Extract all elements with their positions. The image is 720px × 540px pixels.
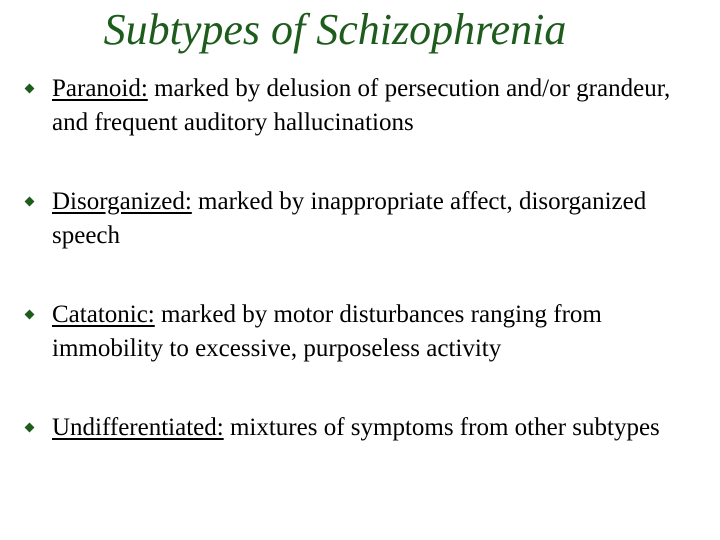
bullet-text: marked by delusion of persecution and/or grandeur, and frequent auditory hallucinations: [52, 75, 671, 136]
bullet-item-paranoid: [22, 72, 702, 140]
bullet-term: Disorganized:: [52, 188, 192, 215]
bullet-term: Catatonic:: [52, 301, 155, 328]
bullet-item-disorganized: [22, 185, 702, 253]
slide-title: Subtypes of Schizophrenia: [103, 5, 567, 54]
diamond-bullet-icon: [25, 84, 35, 94]
bullet-term: Paranoid:: [52, 75, 148, 102]
diamond-bullet-icon: [25, 310, 35, 320]
diamond-bullet-icon: [25, 197, 35, 207]
bullet-text: marked by inappropriate affect, disorganized speech: [52, 188, 647, 249]
bullet-text: mixtures of symptoms from other subtypes: [223, 414, 660, 441]
bullet-text: marked by motor disturbances ranging from immobility to excessive, purposeless activity: [52, 301, 602, 362]
diamond-bullet-icon: [25, 423, 35, 433]
bullet-list: [22, 72, 702, 490]
bullet-term: Undifferentiated:: [52, 414, 224, 441]
bullet-item-catatonic: [22, 298, 702, 366]
bullet-item-undifferentiated: [22, 411, 702, 445]
